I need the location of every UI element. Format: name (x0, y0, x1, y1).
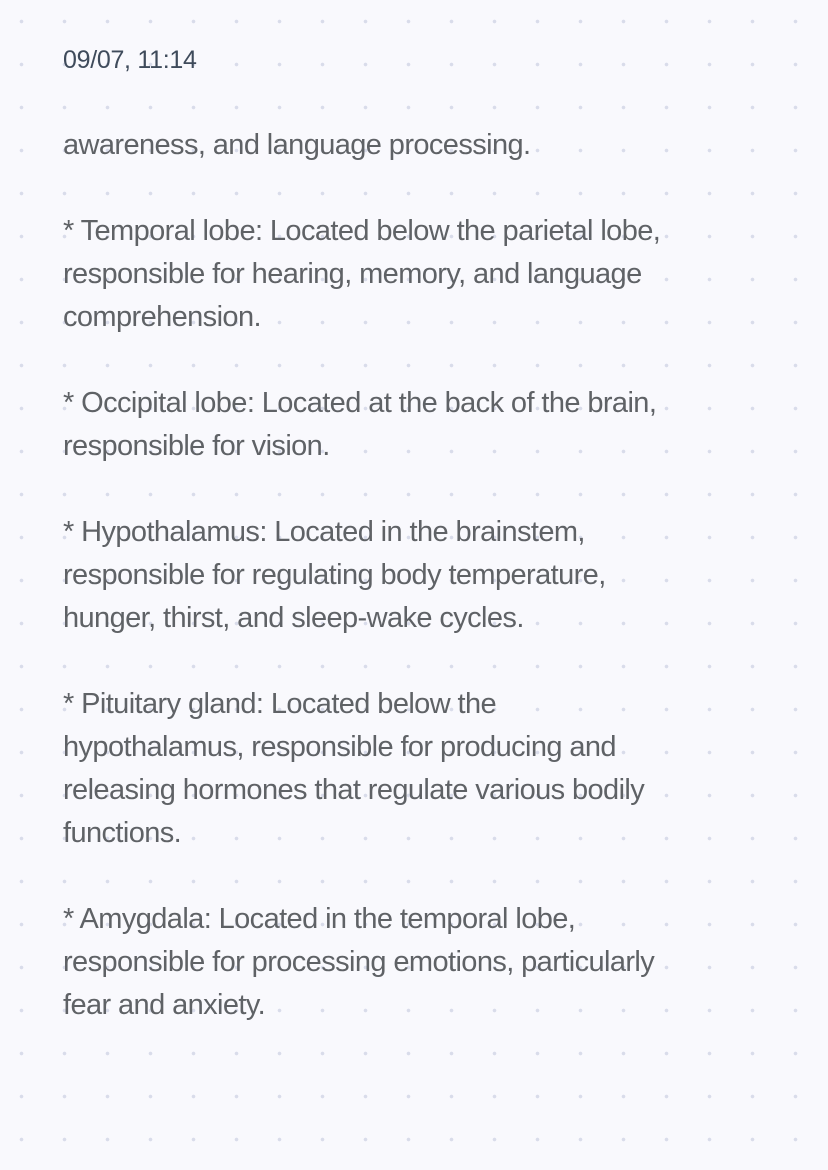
text-line: * Pituitary gland: Located below the (63, 688, 497, 720)
text-line: comprehension. (63, 301, 261, 333)
text-line: responsible for regulating body temperature, (63, 559, 606, 591)
text-line: fear and anxiety. (63, 989, 266, 1021)
text-line: responsible for hearing, memory, and language (63, 258, 642, 290)
note-paragraph (63, 511, 803, 640)
text-line: hypothalamus, responsible for producing and (63, 731, 616, 763)
note-paragraph (63, 124, 803, 167)
text-line: hunger, thirst, and sleep-wake cycles. (63, 602, 524, 634)
note-paragraph (63, 210, 803, 339)
text-line: * Hypothalamus: Located in the brainstem, (63, 516, 585, 548)
text-line: awareness, and language processing. (63, 129, 531, 161)
text-line: functions. (63, 817, 182, 849)
text-line: * Amygdala: Located in the temporal lobe, (63, 903, 576, 935)
note-paragraph (63, 898, 803, 1027)
text-line: responsible for vision. (63, 430, 330, 462)
note-body[interactable] (63, 124, 803, 1070)
note-paragraph (63, 382, 803, 468)
text-line: * Occipital lobe: Located at the back of the brain, (63, 387, 657, 419)
text-line: * Temporal lobe: Located below the parietal lobe, (63, 215, 661, 247)
text-line: releasing hormones that regulate various bodily (63, 774, 645, 806)
note-timestamp: 09/07, 11:14 (63, 46, 197, 74)
note-paragraph (63, 683, 803, 855)
text-line: responsible for processing emotions, particularly (63, 946, 655, 978)
